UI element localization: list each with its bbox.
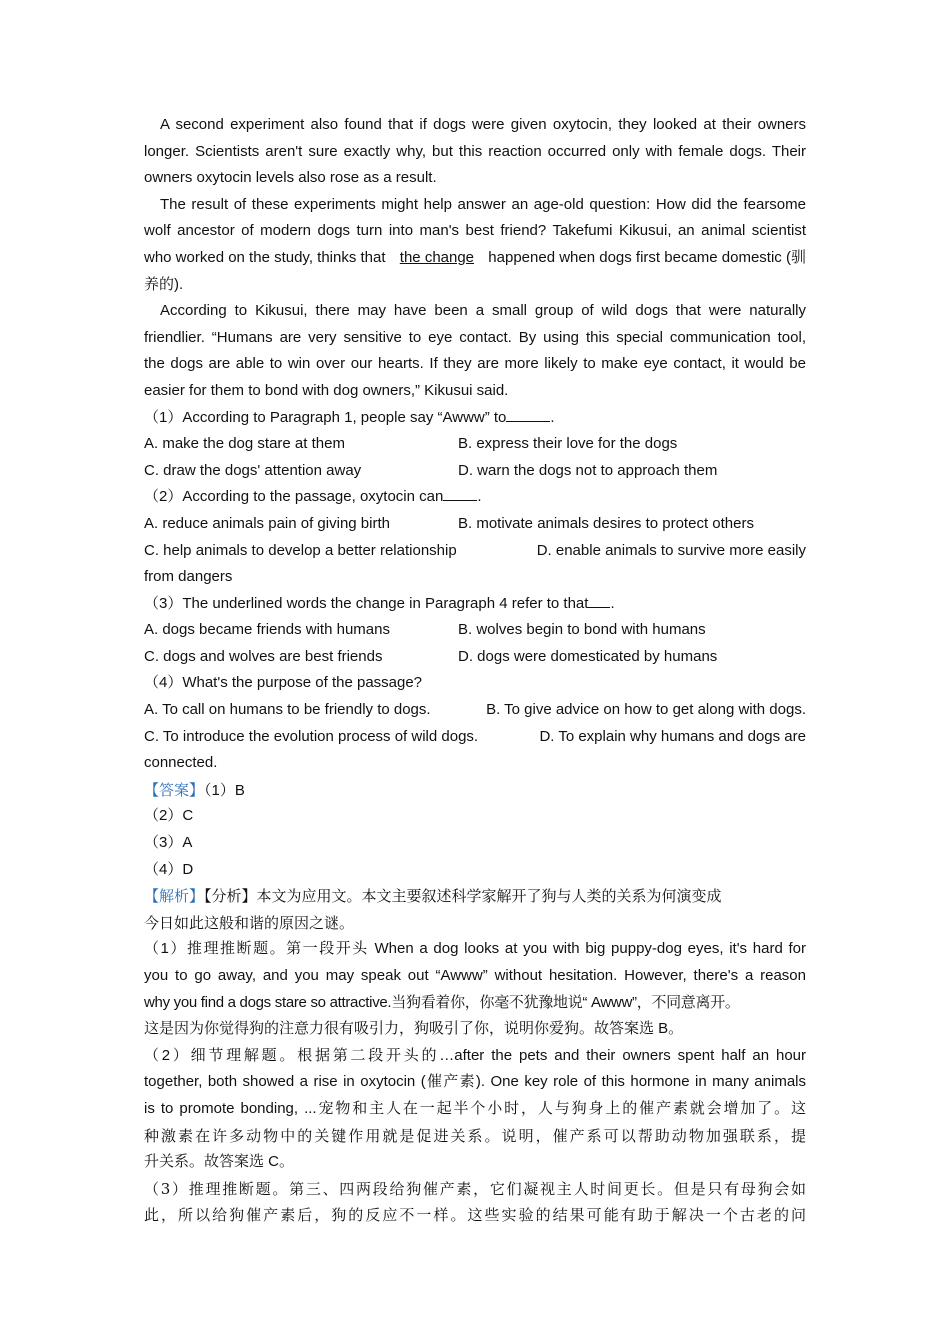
answer-item: （2）C	[144, 807, 194, 825]
passage-line: A second experiment also found that if dogs were given oxytocin, they looked at their owners	[160, 116, 806, 133]
passage-line: According to Kikusui, there may have been a small group of wild dogs that were naturally	[160, 302, 806, 320]
option: D. warn the dogs not to approach them	[458, 461, 718, 479]
passage-line: The result of these experiments might help answer an age-old question: How did the fearsome	[160, 195, 806, 213]
passage-line: the dogs are able to win over our hearts. If they are more likely to make eye contact, it would be	[144, 355, 806, 373]
answer-item: （3）A	[144, 834, 193, 852]
answer-blank	[506, 407, 550, 422]
option-row	[144, 697, 806, 724]
passage-line: wolf ancestor of modern dogs turn into man's best friend? Takefumi Kikusui, an animal scientist	[144, 222, 806, 240]
option: B. motivate animals desires to protect others	[458, 514, 754, 532]
analysis-line: 今日如此这般和谐的原因之谜。	[144, 913, 355, 932]
passage-text: happened when dogs first became domestic (驯	[488, 248, 806, 266]
option: B. wolves begin to bond with humans	[458, 621, 706, 639]
analysis-line: you to go away, and you may speak out “Awww” without hesitation. However, there's a reason	[144, 967, 806, 984]
answer-item: （4）D	[144, 860, 194, 878]
passage-line: easier for them to bond with dog owners,” Kikusui said.	[144, 381, 509, 399]
option-wrap: from dangers	[144, 568, 233, 586]
option: A. reduce animals pain of giving birth	[144, 514, 390, 532]
answer-blank	[443, 486, 477, 501]
answer-line	[144, 777, 806, 804]
passage-line: friendlier. “Humans are very sensitive to eye contact. By using this special communication tool,	[144, 328, 806, 346]
analysis-line: 这是因为你觉得狗的注意力很有吸引力，狗吸引了你，说明你爱狗。故答案选 B。	[144, 1020, 684, 1038]
option-row	[144, 458, 806, 485]
question-stem: （1）According to Paragraph 1, people say “Awww” to .	[144, 408, 555, 426]
analysis-line: （2）细节理解题。根据第二段开头的…after the pets and their owners spent half an hour	[144, 1046, 806, 1064]
question-stem: （4）What's the purpose of the passage?	[144, 674, 423, 692]
passage-line	[144, 245, 806, 272]
option: A. make the dog stare at them	[144, 435, 345, 453]
question-stem: （2）According to the passage, oxytocin can .	[144, 488, 482, 506]
option: D. To explain why humans and dogs are	[539, 727, 806, 745]
analysis-intro: 【解析】【分析】本文为应用文。本文主要叙述科学家解开了狗与人类的关系为何演变成	[144, 887, 722, 906]
option-row	[144, 431, 806, 458]
answer-blank	[588, 593, 610, 608]
option: A. dogs became friends with humans	[144, 621, 390, 639]
option: D. dogs were domesticated by humans	[458, 647, 718, 665]
analysis-line: why you find a dogs stare so attractive.当狗看着你，你毫不犹豫地说“ Awww”，不同意离开。	[144, 993, 740, 1011]
option: C. To introduce the evolution process of wild dogs.	[144, 727, 479, 745]
option: C. draw the dogs' attention away	[144, 461, 362, 479]
option: C. help animals to develop a better relationship	[144, 541, 457, 559]
question-stem: （3）The underlined words the change in Paragraph 4 refer to that .	[144, 594, 615, 612]
passage-text: who worked on the study, thinks that	[144, 248, 386, 266]
option: A. To call on humans to be friendly to dogs.	[144, 701, 431, 719]
option-row	[144, 617, 806, 644]
analysis-line: 此，所以给狗催产素后，狗的反应不一样。这些实验的结果可能有助于解决一个古老的问	[144, 1206, 806, 1225]
option-row	[144, 538, 806, 565]
option: B. express their love for the dogs	[458, 435, 678, 453]
analysis-line: 种激素在许多动物中的关键作用就是促进关系。说明，催产系可以帮助动物加强联系，提	[144, 1126, 806, 1145]
underlined-phrase: the change	[399, 248, 475, 266]
passage-line: 养的).	[144, 275, 184, 293]
analysis-line: is to promote bonding, ...宠物和主人在一起半个小时，人与狗身上的催产素就会增加了。这	[144, 1099, 806, 1117]
passage-line: owners oxytocin levels also rose as a result.	[144, 169, 437, 187]
option: D. enable animals to survive more easily	[536, 541, 806, 559]
option: C. dogs and wolves are best friends	[144, 647, 383, 665]
option-wrap: connected.	[144, 754, 218, 772]
option-row	[144, 644, 806, 671]
option: B. To give advice on how to get along with dogs.	[486, 701, 806, 719]
analysis-line: 升关系。故答案选 C。	[144, 1153, 295, 1171]
analysis-line: （3）推理推断题。第三、四两段给狗催产素，它们凝视主人时间更长。但是只有母狗会如	[144, 1179, 806, 1198]
document-page	[144, 112, 806, 1229]
analysis-line: together, both showed a rise in oxytocin (催产素). One key role of this hormone in many animals	[144, 1073, 806, 1091]
passage-line: longer. Scientists aren't sure exactly why, but this reaction occurred only with female dogs. Their	[144, 142, 806, 160]
answer-item: （1）B	[204, 781, 245, 799]
analysis-line: （1）推理推断题。第一段开头 When a dog looks at you with big puppy-dog eyes, it's hard for	[144, 940, 806, 958]
option-row	[144, 511, 806, 538]
answer-label: 【答案】	[144, 780, 205, 799]
option-row	[144, 724, 806, 751]
analysis-label: 【解析】	[144, 887, 205, 906]
